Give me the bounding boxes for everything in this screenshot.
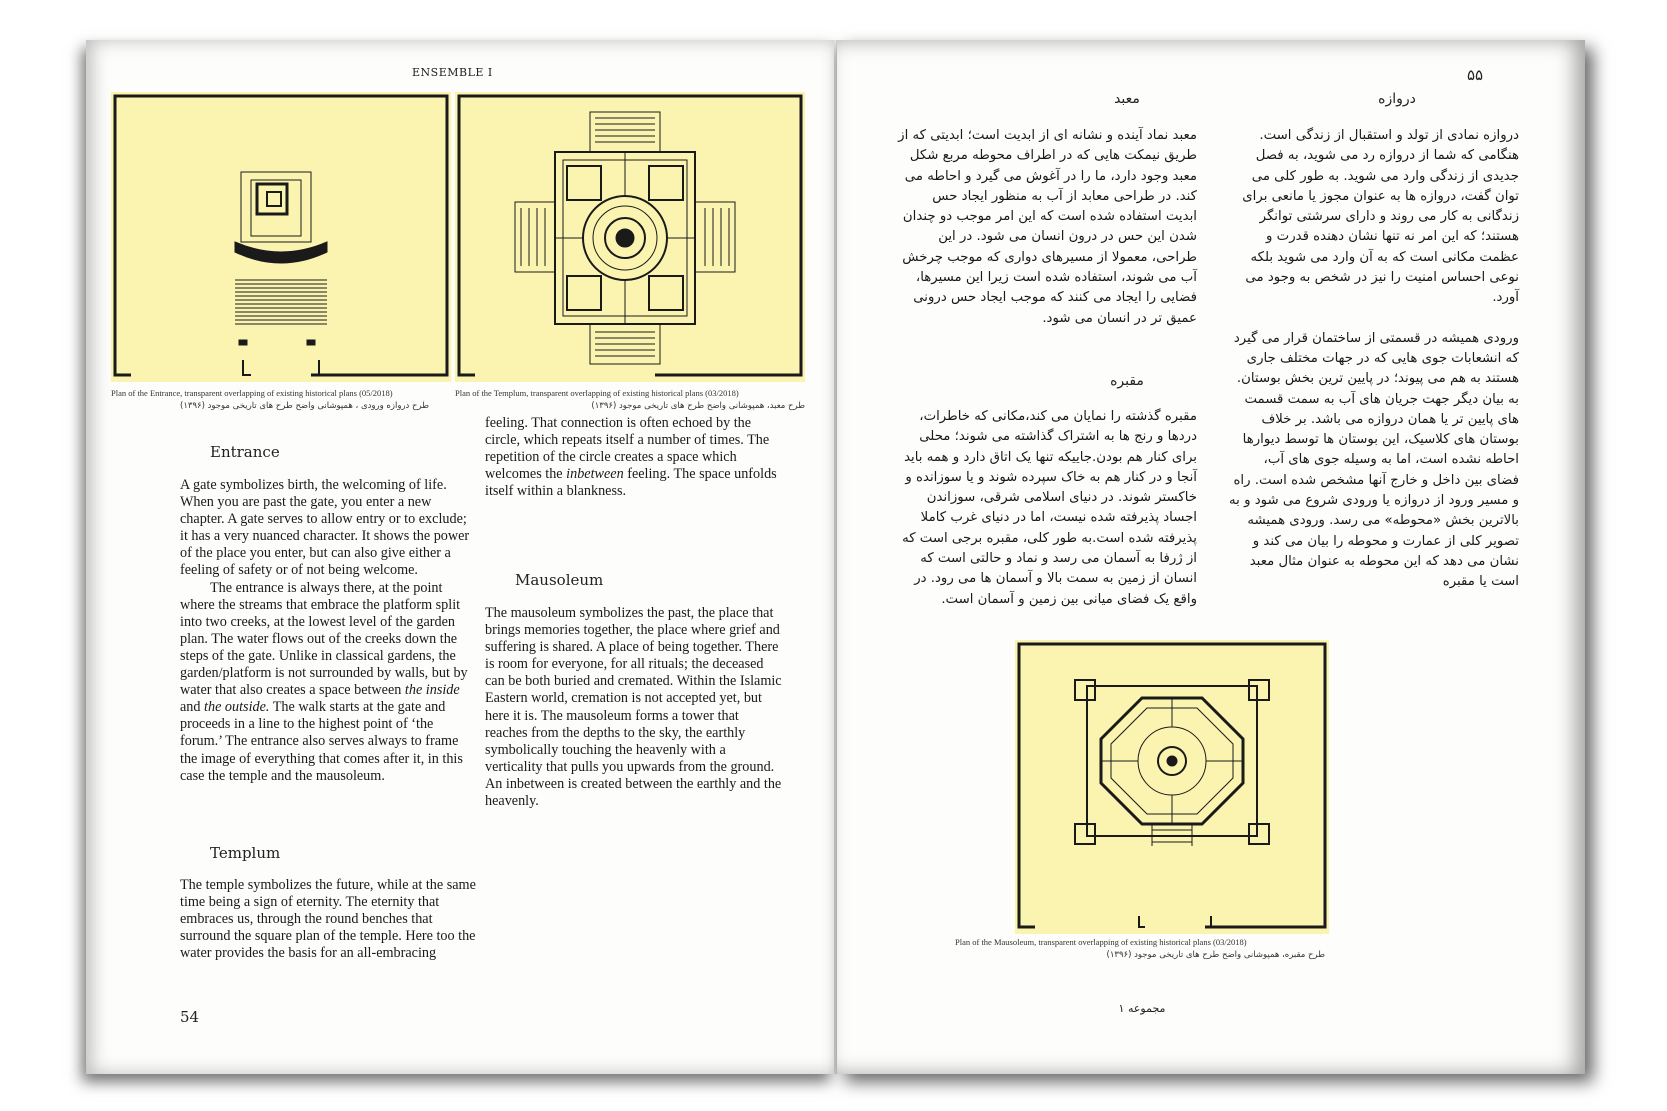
page-number-left: 54: [180, 1008, 200, 1026]
running-header: ENSEMBLE I: [412, 66, 493, 79]
mausoleum-paragraph: The mausoleum symbolizes the past, the place that brings memories together, the place where grief and suffering is shared. A place of being together. There is room for everyone, for all rituals; the deceased can be both buried and cremated. Within the Islamic Eastern world, cremation is not accepted yet, but here it is. The mausoleum forms a tower that reaches from the depths to the sky, the earthly symbolically touching the heavenly with a verticality that pulls you upwards from the ground. An inbetween is created between the earthly and the heavenly.: [485, 605, 782, 810]
footer-ensemble: مجموعه ۱: [1118, 1002, 1166, 1015]
templum-caption-fa: طرح معبد، همپوشانی واضح طرح های تاریخی موجود (۱۳۹۶): [591, 401, 805, 411]
gate-paragraph-1: دروازه نمادی از تولد و استقبال از زندگی است. هنگامی که شما از دروازه رد می شوید، به فصل جدیدی از زندگی وارد می شوید. به طور کلی می توان گفت، دروازه ها به عنوان مجوز یا مانعی برای زندگانی به کار می روند و دارای سرشتی توانگر هستند؛ که این امر نه تنها نشان دهنده قدرت و عظمت مکانی است که به آن وارد می شوید بلکه نوعی احساس امنیت را نیز در شخص به وجود می آورد.: [1242, 128, 1519, 306]
tomb-body: [897, 407, 1197, 610]
entrance-body: [180, 477, 478, 785]
mausoleum-heading: Mausoleum: [515, 571, 604, 589]
left-page: [86, 40, 834, 1074]
tomb-heading: مقبره: [1110, 373, 1144, 389]
entrance-paragraph-1: A gate symbolizes birth, the welcoming of life. When you are past the gate, you enter a new chapter. A gate serves to allow entry or to exclude; it has a very nuanced character. It shows the power of the place you enter, but can also give either a feeling of safety or of not being welcome.: [180, 477, 470, 579]
entrance-paragraph-2: The entrance is always there, at the point where the streams that embrace the platform split into two creeks, at the lowest level of the garden plan. The water flows out of the creeks down the steps of the gate. Unlike in classical gardens, the garden/platform is not surrounded by walls, but by water that also creates a space between the inside and the outside. The walk starts at the gate and proceeds in a line to the highest point of ‘the forum.’ The entrance also serves always to frame the image of everything that comes after it, in this case the temple and the mausoleum.: [180, 579, 468, 784]
temple-body: [897, 126, 1197, 329]
mausoleum-plan-figure: [1015, 640, 1329, 934]
mausoleum-caption-en: Plan of the Mausoleum, transparent overlapping of existing historical plans (03/2018): [955, 937, 1247, 947]
entrance-plan-figure: [111, 92, 451, 382]
right-page: [837, 40, 1585, 1074]
templum-continued: [485, 415, 783, 500]
templum-plan-figure: [455, 92, 805, 382]
gate-heading: دروازه: [1378, 91, 1416, 107]
mausoleum-body: [485, 605, 783, 810]
page-number-right: ۵۵: [1467, 66, 1484, 84]
gate-paragraph-2: ورودی همیشه در قسمتی از ساختمان قرار می گیرد که انشعابات جوی هایی که در جهات مختلف جاری هستند به هم می پیوند؛ در پایین ترین بخش بوستان. به بیان دیگر جهت جریان های آب به سمت قسمت های پایین تر یا همان دروازه می باشد. بر خلاف بوستان های کلاسیک، این بوستان ها توسط دیوارها احاطه نشده است، اما به وسیله جوی های آب، فضای بین داخل و خارج آنها مشخص شده است. راه و مسیر ورود از دروازه یا ورودی شروع می شود و به بالاترین بخش «محوطه» می رسد. ورودی همیشه تصویر کلی از عمارت و محوطه را بیان می کند و نشان می دهد که این محوطه به عنوان مثال معبد است یا مقبره: [1229, 330, 1519, 590]
temple-paragraph: معبد نماد آینده و نشانه ای از ابدیت است؛ ابدیتی که از طریق نیمکت هایی که در اطراف محوطه مربع شکل معبد وجود دارد، ما را در آغوش می گیرد و احاطه می کند. در طراحی معابد از آب به منظور ایجاد حس ابدیت استفاده شده است که این امر موجب دو چندان شدن این حس در درون انسان می شود. در این طراحی، معمولا از مسیرهای دواری که موجب چرخش آب می شوند، استفاده شده است زیرا این مسیرها، فضایی را ایجاد می کنند که موجب ایجاد حس درونی عمیق تر در انسان می شود.: [898, 128, 1197, 326]
entrance-caption-fa: طرح دروازه ورودی ، همپوشانی واضح طرح های تاریخی موجود (۱۳۹۶): [179, 401, 429, 411]
templum-body: [180, 877, 478, 962]
templum-paragraph: The temple symbolizes the future, while at the same time being a sign of eternity. The eternity that embraces us, through the round benches that surround the square plan of the temple. Here too the water provides the basis for an all-embracing: [180, 877, 476, 962]
mausoleum-caption-fa: طرح مقبره، همپوشانی واضح طرح های تاریخی موجود (۱۳۹۶): [1106, 950, 1325, 960]
entrance-caption-en: Plan of the Entrance, transparent overlapping of existing historical plans (05/2018): [111, 388, 393, 398]
entrance-heading: Entrance: [210, 443, 280, 461]
templum-heading: Templum: [210, 844, 281, 862]
templum-paragraph-continued: feeling. That connection is often echoed by the circle, which repeats itself a number of times. The repetition of the circle creates a space which welcomes the inbetween feeling. The space unfolds itself within a blankness.: [485, 415, 777, 500]
templum-caption-en: Plan of the Templum, transparent overlapping of existing historical plans (03/2018): [455, 388, 739, 398]
tomb-paragraph: مقبره گذشته را نمایان می کند،مکانی که خاطرات، دردها و رنج ها به اشتراک گذاشته می شوند؛ محلی برای کنار هم بودن.جاییکه تنها یک اتاق دارد و همه باید آنجا و در کنار هم به خاک سپرده شوند و یا سوزانده و خاکستر شوند. در دنیای اسلامی شرقی، سوزاندن اجساد پذیرفته شده نیست، اما در دنیای غرب کاملا پذیرفته شده است.به طور کلی، مقبره برجی است که از ژرفا به آسمان می رسد و نماد و حالتی است که انسان از زمین به سمت بالا و آسمان ها می رود. در واقع یک فضای میانی بین زمین و آسمان است.: [902, 409, 1197, 607]
temple-heading: معبد: [1114, 91, 1140, 107]
gate-body: [1229, 126, 1519, 593]
